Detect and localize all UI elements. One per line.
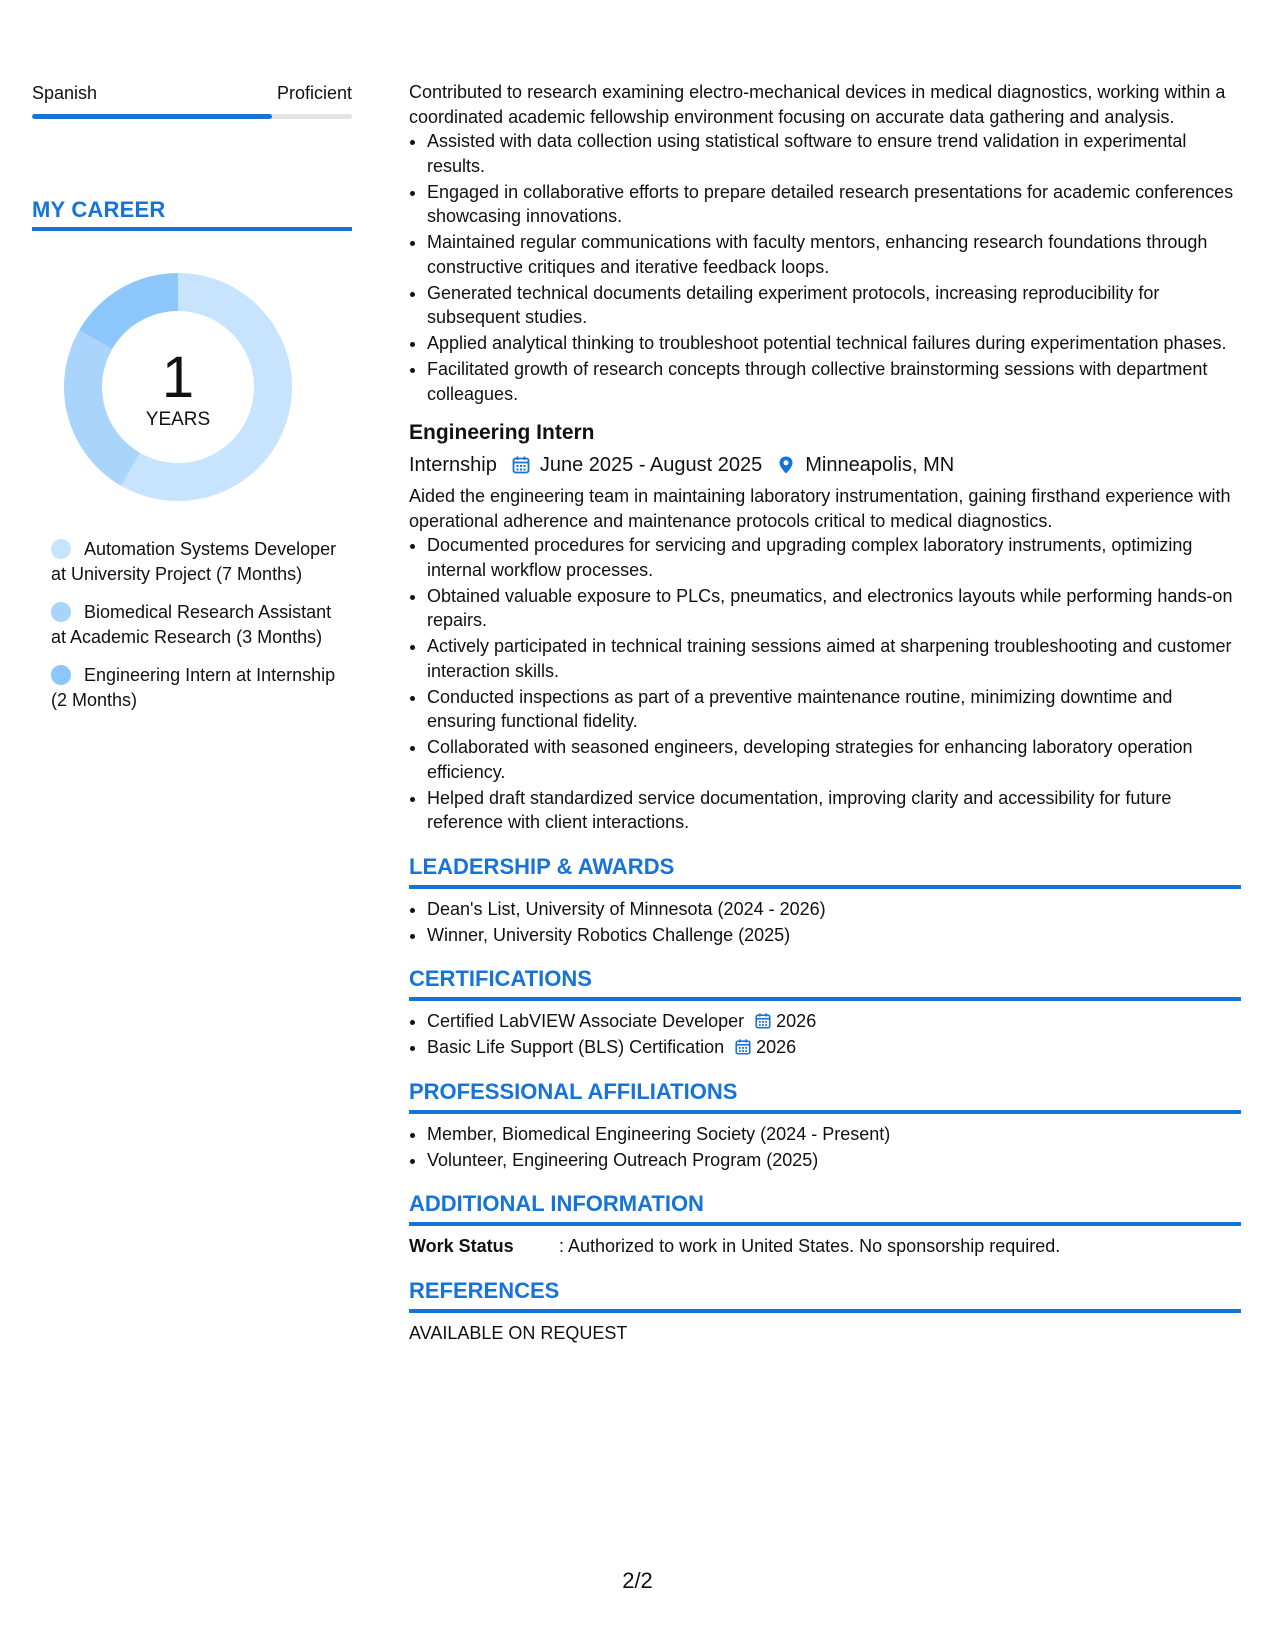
career-legend-item — [51, 600, 351, 649]
job-title: Engineering Intern — [409, 421, 595, 444]
career-total-unit: YEARS — [145, 409, 211, 430]
main-content — [409, 80, 1241, 1345]
additional-info-section-title: ADDITIONAL INFORMATION — [409, 1190, 1241, 1226]
list-item: • Winner, University Robotics Challenge (2025) — [427, 923, 1241, 948]
career-section-rule — [32, 227, 352, 231]
list-item — [427, 1035, 1241, 1060]
legend-dot-icon — [51, 602, 71, 622]
references-text: AVAILABLE ON REQUEST — [409, 1322, 628, 1343]
list-item: • Conducted inspections as part of a preventive maintenance routine, minimizing downtime and ensuring functional fidelity. — [427, 685, 1241, 734]
career-total-value: 1 — [161, 345, 195, 410]
list-item: • Documented procedures for servicing and upgrading complex laboratory instruments, optimizing internal workflow processes. — [427, 533, 1241, 582]
career-legend — [51, 537, 351, 726]
language-proficiency-bar — [32, 114, 352, 119]
list-item: • Actively participated in technical training sessions aimed at sharpening troubleshooting and customer interaction skills. — [427, 634, 1241, 683]
language-row — [32, 81, 352, 105]
calendar-icon — [754, 1012, 772, 1030]
list-item: • Member, Biomedical Engineering Society (2024 - Present) — [427, 1122, 1241, 1147]
prev-job-description: Contributed to research examining electro-mechanical devices in medical diagnostics, working within a coordinated academic fellowship environment focusing on accurate data gathering and analysis. — [409, 82, 1226, 127]
career-legend-item — [51, 537, 351, 586]
calendar-icon — [734, 1038, 752, 1056]
list-item: • Engaged in collaborative efforts to prepare detailed research presentations for academic conferences showcasing innovations. — [427, 180, 1241, 229]
page-number: 2/2 — [622, 1568, 653, 1593]
list-item: • Generated technical documents detailing experiment protocols, increasing reproducibility for subsequent studies. — [427, 281, 1241, 330]
list-item: • Obtained valuable exposure to PLCs, pneumatics, and electronics layouts while performing hands-on repairs. — [427, 584, 1241, 633]
list-item — [427, 1009, 1241, 1034]
list-item: • Applied analytical thinking to troubleshoot potential technical failures during experimentation phases. — [427, 331, 1241, 356]
certifications-section-title: CERTIFICATIONS — [409, 965, 1241, 1001]
prev-job-bullets — [409, 129, 1241, 406]
career-section-title: MY CAREER — [32, 197, 166, 222]
cert-year: 2026 — [756, 1037, 797, 1057]
list-item: • Dean's List, University of Minnesota (2024 - 2026) — [427, 897, 1241, 922]
certifications-list — [409, 1009, 1241, 1060]
career-legend-item — [51, 663, 351, 712]
career-legend-label: Biomedical Research Assistant at Academic Research (3 Months) — [51, 602, 332, 647]
legend-dot-icon — [51, 665, 71, 685]
job-bullets — [409, 533, 1241, 835]
cert-name: Basic Life Support (BLS) Certification — [427, 1037, 725, 1057]
leadership-section-title: LEADERSHIP & AWARDS — [409, 853, 1241, 889]
job-dates: June 2025 - August 2025 — [539, 454, 763, 476]
career-legend-label: Engineering Intern at Internship (2 Months) — [51, 665, 336, 710]
job-company: Internship — [409, 454, 497, 476]
job-meta — [409, 451, 1241, 479]
career-legend-label: Automation Systems Developer at University Project (7 Months) — [51, 539, 337, 584]
language-proficiency-fill — [32, 114, 272, 119]
references-section-title: REFERENCES — [409, 1277, 1241, 1313]
legend-dot-icon — [51, 539, 71, 559]
career-donut-slice — [79, 273, 178, 349]
work-status-label: Work Status — [409, 1236, 514, 1256]
list-item: • Assisted with data collection using statistical software to ensure trend validation in experimental results. — [427, 129, 1241, 178]
calendar-icon — [511, 455, 531, 475]
affiliations-section-title: PROFESSIONAL AFFILIATIONS — [409, 1078, 1241, 1114]
list-item: • Collaborated with seasoned engineers, developing strategies for enhancing laboratory operation efficiency. — [427, 735, 1241, 784]
cert-name: Certified LabVIEW Associate Developer — [427, 1011, 745, 1031]
location-pin-icon — [776, 455, 796, 475]
work-status-row — [409, 1234, 1241, 1259]
language-name: Spanish — [32, 83, 98, 103]
cert-year: 2026 — [776, 1011, 817, 1031]
language-level: Proficient — [276, 83, 352, 103]
list-item: • Maintained regular communications with faculty mentors, enhancing research foundations through constructive critiques and iterative feedback loops. — [427, 230, 1241, 279]
list-item: • Volunteer, Engineering Outreach Program (2025) — [427, 1148, 1241, 1173]
affiliations-list — [409, 1122, 1241, 1173]
leadership-list — [409, 897, 1241, 948]
job-description: Aided the engineering team in maintaining laboratory instrumentation, gaining firsthand experience with operational adherence and maintenance protocols critical to medical diagnostics. — [409, 486, 1231, 531]
job-location: Minneapolis, MN — [805, 454, 955, 476]
work-status-value: : Authorized to work in United States. No sponsorship required. — [559, 1236, 1061, 1256]
list-item: • Helped draft standardized service documentation, improving clarity and accessibility for future reference with client interactions. — [427, 786, 1241, 835]
list-item: • Facilitated growth of research concepts through collective brainstorming sessions with department colleagues. — [427, 357, 1241, 406]
